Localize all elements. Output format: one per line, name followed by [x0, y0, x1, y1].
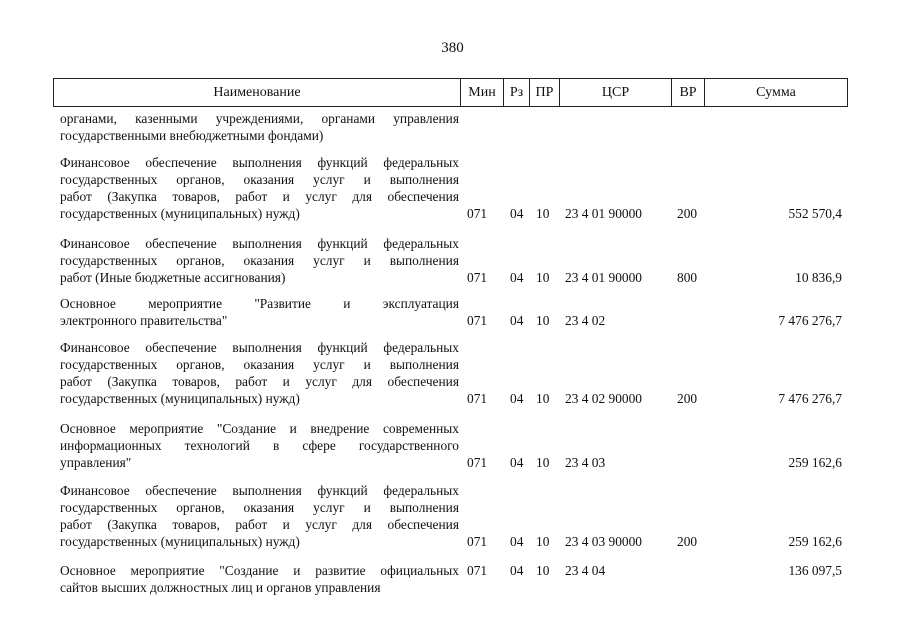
row-name: [60, 562, 459, 596]
table-row: [53, 235, 848, 286]
row-name-line: электронного правительства": [60, 313, 228, 328]
table-row: [53, 482, 848, 550]
table-row: [53, 154, 848, 222]
header-csr: ЦСР: [560, 79, 672, 106]
row-name: [60, 235, 459, 286]
cell-csr: 23 4 02 90000: [565, 391, 642, 406]
cell-vr: 200: [677, 534, 698, 549]
cell-pr: 10: [536, 313, 550, 328]
header-min: Мин: [461, 79, 504, 106]
table-row: [53, 295, 848, 329]
row-name-line: работ (Закупка товаров, работ и услуг для обеспечения: [60, 374, 459, 389]
row-name-line: государственных (муниципальных) нужд): [60, 534, 300, 549]
row-name-line: работ (Закупка товаров, работ и услуг для обеспечения: [60, 189, 459, 204]
row-name-line: государственных органов, оказания услуг и выполнения: [60, 172, 459, 187]
row-name-line: государственных (муниципальных) нужд): [60, 206, 300, 221]
header-sum: Сумма: [756, 85, 796, 100]
row-name-line: государственных органов, оказания услуг и выполнения: [60, 357, 459, 372]
row-name-line: государственных (муниципальных) нужд): [60, 391, 300, 406]
table-row: [53, 562, 848, 596]
row-name-line: управления": [60, 455, 132, 470]
cell-csr: 23 4 01 90000: [565, 206, 642, 221]
row-name: [60, 295, 459, 329]
cell-min: 071: [467, 534, 488, 549]
row-name-line: информационных технологий в сфере государственного: [60, 438, 459, 453]
cell-min: 071: [467, 391, 488, 406]
cell-pr: 10: [536, 270, 550, 285]
row-name-line: работ (Закупка товаров, работ и услуг для обеспечения: [60, 517, 459, 532]
table-row: [53, 339, 848, 407]
cell-sum: 136 097,5: [788, 563, 842, 578]
cell-vr: 200: [677, 391, 698, 406]
cell-rz: 04: [510, 270, 524, 285]
cell-csr: 23 4 03 90000: [565, 534, 642, 549]
cell-sum: 552 570,4: [788, 206, 842, 221]
cell-min: 071: [467, 313, 488, 328]
cell-sum: 7 476 276,7: [778, 313, 842, 328]
row-name: [60, 154, 459, 222]
cell-vr: 800: [677, 270, 698, 285]
cell-rz: 04: [510, 313, 524, 328]
cell-sum: 7 476 276,7: [778, 391, 842, 406]
cell-vr: 200: [677, 206, 698, 221]
cell-rz: 04: [510, 455, 524, 470]
table-body: [53, 107, 848, 640]
header-rz: Рз: [504, 79, 530, 106]
header-name: Наименование: [54, 79, 461, 106]
table-row: [53, 110, 848, 144]
cell-min: 071: [467, 206, 488, 221]
table-row: [53, 420, 848, 471]
row-name-line: Финансовое обеспечение выполнения функций федеральных: [60, 155, 459, 170]
cell-rz: 04: [510, 534, 524, 549]
cell-pr: 10: [536, 206, 550, 221]
cell-csr: 23 4 01 90000: [565, 270, 642, 285]
table-header: [53, 78, 848, 107]
row-name-line: сайтов высших должностных лиц и органов управления: [60, 580, 381, 595]
row-name-line: Основное мероприятие "Создание и внедрение современных: [60, 421, 459, 436]
cell-rz: 04: [510, 206, 524, 221]
row-name-line: государственных органов, оказания услуг и выполнения: [60, 253, 459, 268]
cell-min: 071: [467, 455, 488, 470]
cell-min: 071: [467, 270, 488, 285]
row-name-line: Финансовое обеспечение выполнения функций федеральных: [60, 236, 459, 251]
cell-pr: 10: [536, 534, 550, 549]
header-pr: ПР: [530, 79, 560, 106]
row-name-line: работ (Иные бюджетные ассигнования): [60, 270, 286, 285]
row-name-line: Финансовое обеспечение выполнения функций федеральных: [60, 340, 459, 355]
cell-pr: 10: [536, 455, 550, 470]
row-name: [60, 482, 459, 550]
row-name-line: государственных органов, оказания услуг и выполнения: [60, 500, 459, 515]
header-vr: ВР: [672, 79, 705, 106]
row-name-line: органами, казенными учреждениями, органами управления: [60, 111, 459, 126]
cell-csr: 23 4 04: [565, 563, 606, 578]
row-name-line: Финансовое обеспечение выполнения функций федеральных: [60, 483, 459, 498]
cell-sum: 259 162,6: [788, 534, 842, 549]
cell-csr: 23 4 03: [565, 455, 606, 470]
cell-pr: 10: [536, 563, 550, 578]
row-name: [60, 110, 459, 144]
row-name-line: Основное мероприятие "Создание и развитие официальных: [60, 563, 459, 578]
cell-sum: 259 162,6: [788, 455, 842, 470]
row-name: [60, 420, 459, 471]
cell-rz: 04: [510, 391, 524, 406]
cell-min: 071: [467, 563, 488, 578]
row-name: [60, 339, 459, 407]
cell-csr: 23 4 02: [565, 313, 606, 328]
cell-sum: 10 836,9: [795, 270, 842, 285]
cell-pr: 10: [536, 391, 550, 406]
page-number: 380: [441, 40, 464, 56]
cell-rz: 04: [510, 563, 524, 578]
row-name-line: государственными внебюджетными фондами): [60, 128, 324, 143]
row-name-line: Основное мероприятие "Развитие и эксплуатация: [60, 296, 459, 311]
